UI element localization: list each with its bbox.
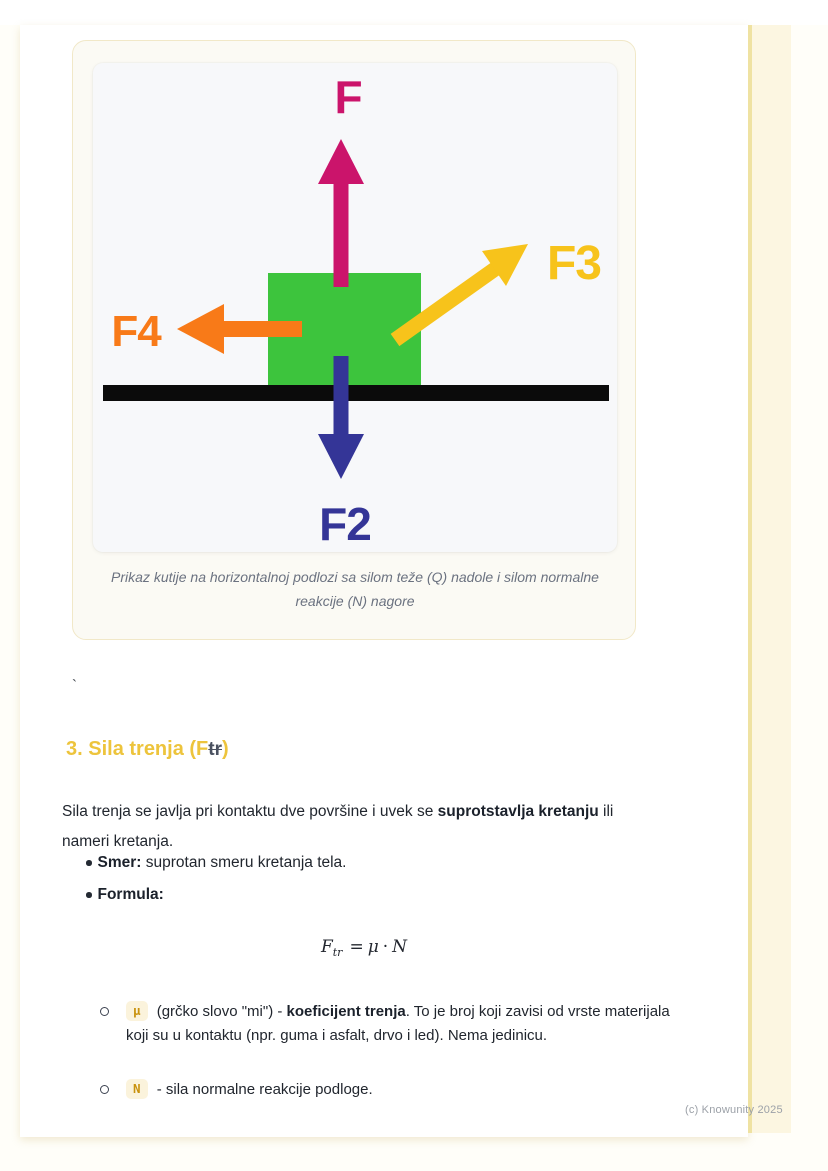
- bullet-formula-bold: Formula:: [97, 886, 164, 903]
- subbullet-n: [100, 1078, 678, 1102]
- heading-prefix: 3. Sila trenja (F: [66, 738, 209, 760]
- bullet-disc-icon: [86, 860, 92, 866]
- subbullet-n-text: [126, 1078, 678, 1102]
- force-diagram: [93, 63, 617, 552]
- document-page: [20, 25, 748, 1137]
- force-f-label: F: [334, 71, 362, 123]
- n-code-badge: N: [126, 1079, 148, 1099]
- heading-struck-part: tr: [208, 739, 222, 760]
- force-diagram-panel: [93, 63, 617, 552]
- section-heading: [66, 735, 229, 764]
- subbullet-mu-text: [126, 1000, 678, 1048]
- bullet-smer-bold: Smer:: [97, 854, 142, 871]
- force-f-shaft: [334, 182, 349, 287]
- bullet-disc-icon: [86, 892, 92, 898]
- force-f4-label: F4: [111, 307, 161, 356]
- bullet-smer: [86, 852, 347, 874]
- intro-text-2: ili nameri kretanja.: [62, 803, 614, 850]
- friction-formula: [62, 937, 666, 959]
- stray-backtick: `: [72, 677, 77, 694]
- figure-caption: Prikaz kutije na horizontalnoj podlozi sa silom teže (Q) nadole i silom normalne reakcije (N) nagore: [111, 569, 599, 609]
- bullet-circle-icon: [100, 1085, 109, 1094]
- formula-subscript: tr: [332, 946, 343, 959]
- intro-bold: suprotstavlja kretanju: [437, 803, 599, 820]
- force-f4-arrowhead: [177, 304, 224, 354]
- bullet-circle-icon: [100, 1007, 109, 1016]
- formula-equals: =: [349, 937, 364, 957]
- force-f3-label: F3: [546, 237, 602, 290]
- page-edge-band: [752, 25, 791, 1133]
- intro-paragraph: [62, 797, 654, 857]
- subbullet-mu-text-1: (grčko slovo "mi") -: [152, 1003, 287, 1020]
- formula-mu: μ: [367, 937, 379, 957]
- formula-rhs: N: [392, 937, 408, 957]
- bullet-formula: [86, 884, 164, 906]
- subbullet-mu: [100, 1000, 678, 1048]
- mu-code-badge: μ: [126, 1001, 148, 1021]
- top-white-strip: [0, 0, 828, 25]
- figure-card: [72, 40, 636, 640]
- bullet-formula-text: [98, 884, 164, 906]
- heading-suffix: ): [222, 738, 229, 760]
- intro-text-1: Sila trenja se javlja pri kontaktu dve površine i uvek se: [62, 803, 438, 820]
- copyright-footer: (c) Knowunity 2025: [685, 1104, 783, 1116]
- force-f4-shaft: [222, 321, 302, 337]
- force-f2-arrowhead: [318, 434, 364, 479]
- bullet-smer-text: [98, 852, 347, 874]
- subbullet-n-text-1: - sila normalne reakcije podloge.: [152, 1081, 373, 1098]
- formula-dot: ·: [382, 937, 389, 957]
- formula-lhs: F: [320, 937, 333, 957]
- subbullet-mu-text-2: . To je broj koji zavisi od vrste materijala koji su u kontaktu (npr. guma i asfalt, drvo i led). Nema jedinicu.: [126, 1003, 670, 1044]
- force-f2-shaft: [334, 356, 349, 437]
- subbullet-mu-bold: koeficijent trenja: [286, 1003, 406, 1020]
- bullet-smer-rest: suprotan smeru kretanja tela.: [141, 854, 347, 871]
- ground-line: [103, 385, 609, 401]
- force-f-arrowhead: [318, 139, 364, 184]
- force-f2-label: F2: [319, 498, 371, 550]
